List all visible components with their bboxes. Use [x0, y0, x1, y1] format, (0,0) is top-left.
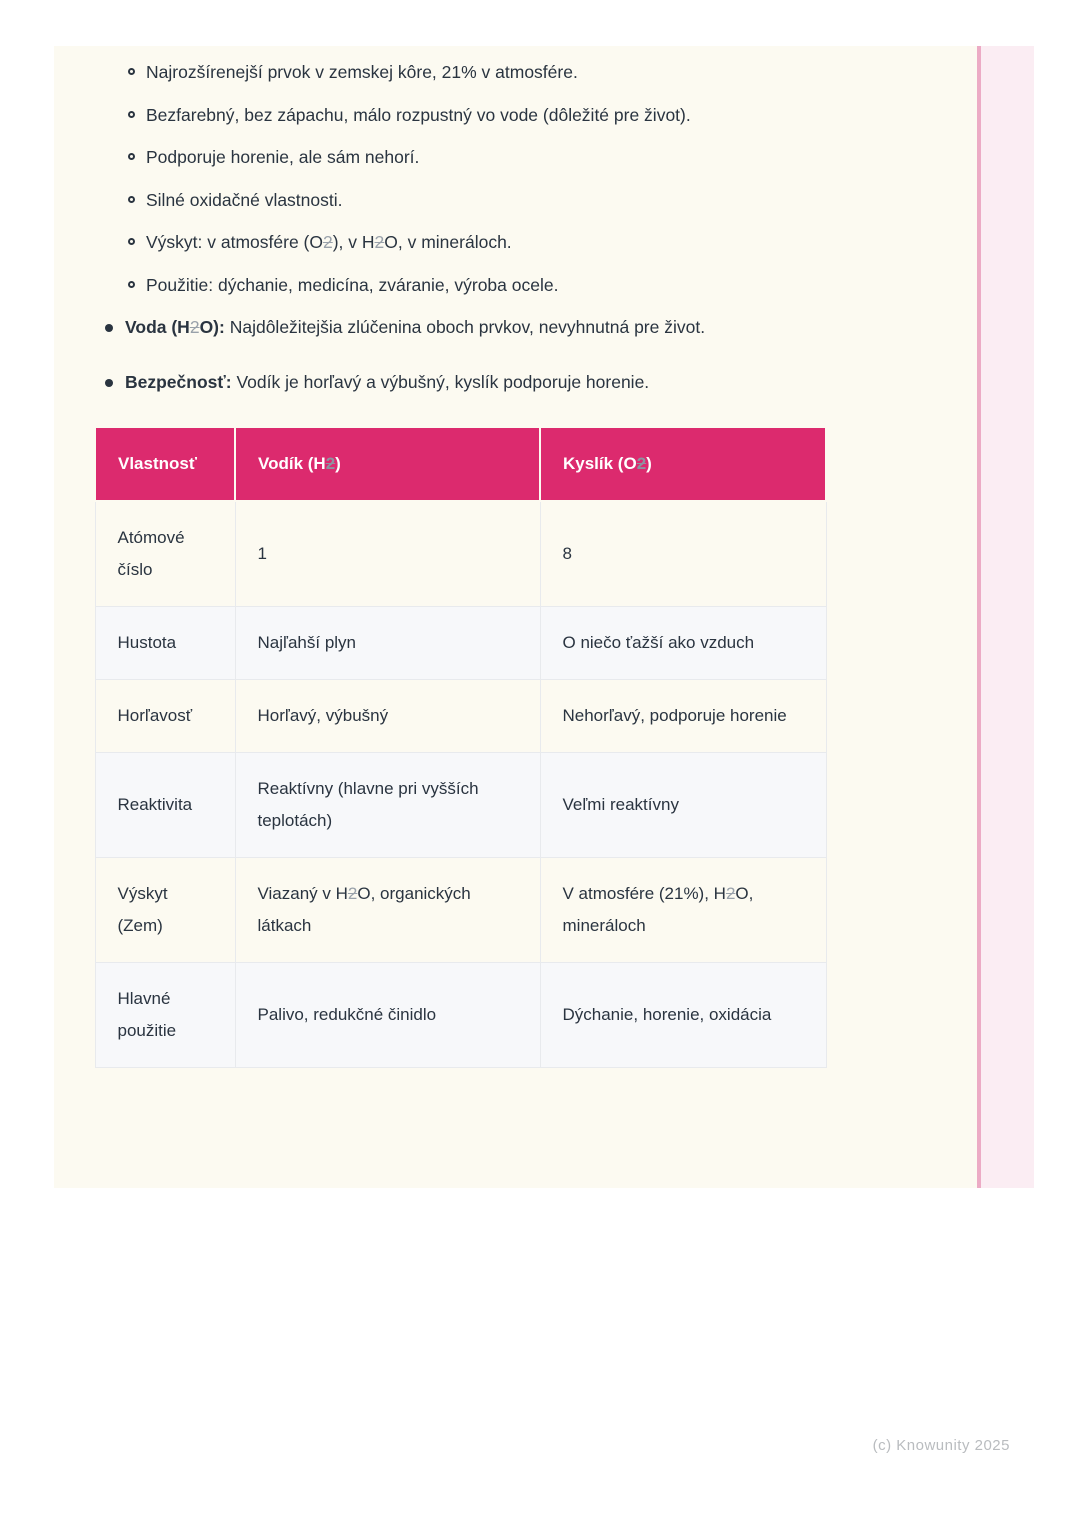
properties-sub-list	[54, 46, 977, 298]
list-item-text: Podporuje horenie, ale sám nehorí.	[146, 147, 420, 167]
table-cell: Horľavosť	[95, 680, 235, 753]
list-item-text: Použitie: dýchanie, medicína, zváranie, výroba ocele.	[146, 274, 559, 295]
circle-bullet-icon	[128, 111, 135, 118]
table-cell: Atómové číslo	[95, 501, 235, 607]
table-cell: Najľahší plyn	[235, 607, 540, 680]
circle-bullet-icon	[128, 153, 135, 160]
table-cell: O niečo ťažší ako vzduch	[540, 607, 826, 680]
disc-bullet-icon	[105, 324, 113, 332]
table-cell: Reaktívny (hlavne pri vyšších teplotách)	[235, 753, 540, 858]
table-header-cell: Vodík (H2)	[235, 427, 540, 501]
circle-bullet-icon	[128, 196, 135, 203]
table-cell: Výskyt (Zem)	[95, 858, 235, 963]
page-edge-strip	[977, 46, 1034, 1188]
comparison-table-container	[94, 426, 977, 1068]
list-item-text: Bezpečnosť: Vodík je horľavý a výbušný, kyslík podporuje horenie.	[125, 371, 650, 392]
table-cell: Veľmi reaktívny	[540, 753, 826, 858]
table-row	[95, 858, 826, 963]
table-cell: Horľavý, výbušný	[235, 680, 540, 753]
document-page	[54, 46, 977, 1188]
table-header-cell: Kyslík (O2)	[540, 427, 826, 501]
table-row	[95, 501, 826, 607]
list-item-text: Výskyt: v atmosfére (O2), v H2O, v mineráloch.	[146, 232, 512, 252]
disc-bullet-icon	[105, 379, 113, 387]
list-item-text: Najrozšírenejší prvok v zemskej kôre, 21% v atmosfére.	[146, 62, 578, 82]
table-row	[95, 680, 826, 753]
table-cell: 1	[235, 501, 540, 607]
list-item	[54, 273, 977, 299]
table-cell: V atmosfére (21%), H2O, mineráloch	[540, 858, 826, 963]
list-item	[54, 370, 977, 396]
list-item	[54, 230, 977, 256]
table-cell: Palivo, redukčné činidlo	[235, 963, 540, 1068]
list-item	[54, 315, 977, 341]
table-row	[95, 753, 826, 858]
circle-bullet-icon	[128, 68, 135, 75]
summary-main-list	[54, 315, 977, 395]
list-item-text: Voda (H2O): Najdôležitejšia zlúčenina oboch prvkov, nevyhnutná pre život.	[125, 317, 706, 337]
list-item	[54, 145, 977, 171]
table-header-row	[95, 427, 826, 501]
circle-bullet-icon	[128, 281, 135, 288]
table-cell: Viazaný v H2O, organických látkach	[235, 858, 540, 963]
list-item	[54, 188, 977, 214]
list-item	[54, 60, 977, 86]
table-header-cell: Vlastnosť	[95, 427, 235, 501]
comparison-table	[94, 426, 827, 1068]
table-cell: Reaktivita	[95, 753, 235, 858]
table-cell: Nehorľavý, podporuje horenie	[540, 680, 826, 753]
table-row	[95, 963, 826, 1068]
table-cell: Dýchanie, horenie, oxidácia	[540, 963, 826, 1068]
list-item-text: Bezfarebný, bez zápachu, málo rozpustný vo vode (dôležité pre život).	[146, 104, 691, 125]
table-cell: 8	[540, 501, 826, 607]
circle-bullet-icon	[128, 238, 135, 245]
list-item	[54, 103, 977, 129]
table-cell: Hlavné použitie	[95, 963, 235, 1068]
list-item-text: Silné oxidačné vlastnosti.	[146, 189, 343, 210]
table-cell: Hustota	[95, 607, 235, 680]
copyright-notice: (c) Knowunity 2025	[872, 1437, 1010, 1454]
table-row	[95, 607, 826, 680]
